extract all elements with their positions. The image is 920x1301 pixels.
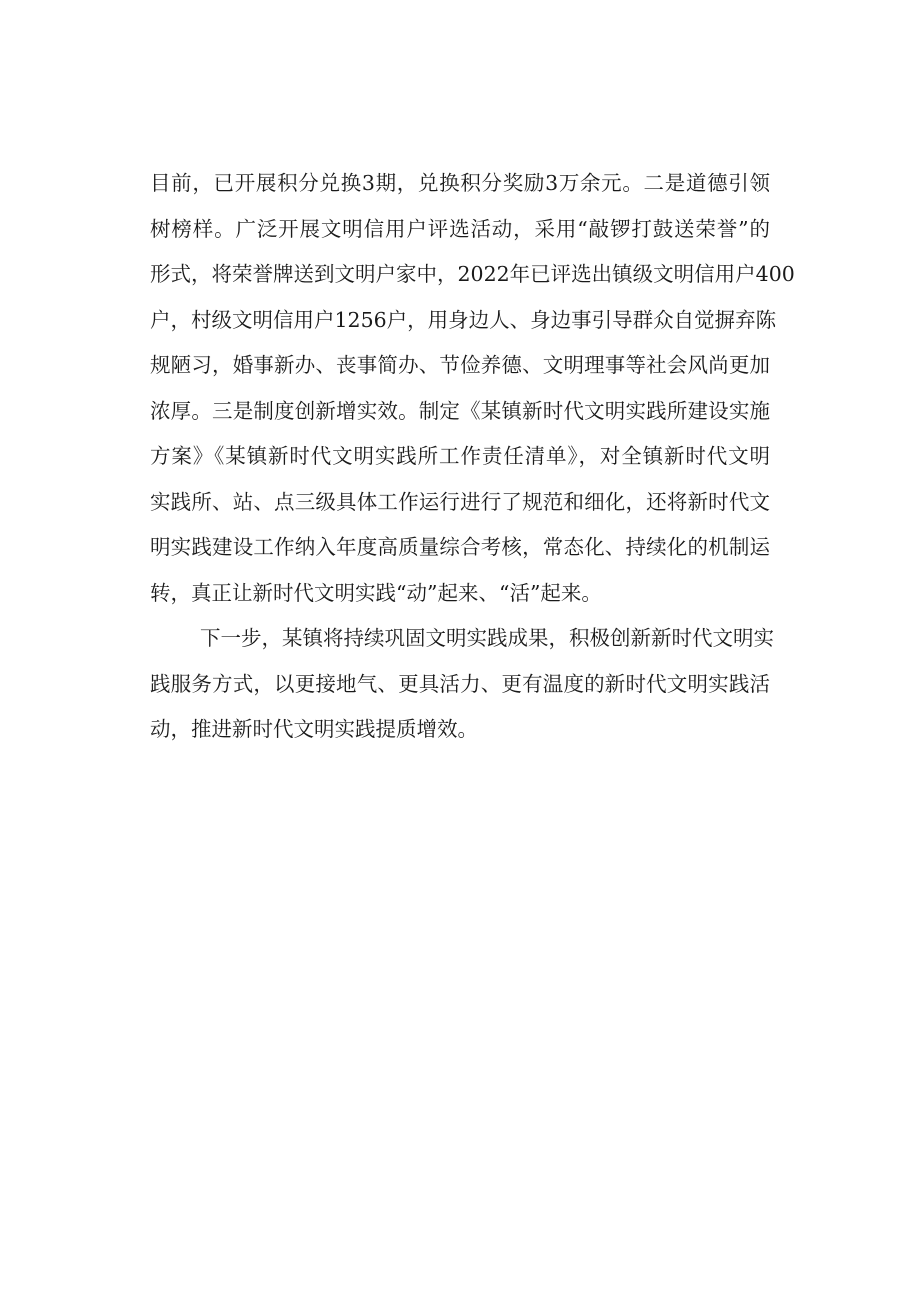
text-line: 转，真正让新时代文明实践“动”起来、“活”起来。 [150,580,602,605]
text-line: 目前，已开展积分兑换3期，兑换积分奖励3万余元。二是道德引领 [150,171,770,195]
text-line: 践服务方式，以更接地气、更具活力、更有温度的新时代文明实践活 [150,671,770,696]
document-body [150,161,795,753]
text-line: 明实践建设工作纳入年度高质量综合考核，常态化、持续化的机制运 [150,535,770,559]
paragraph-2 [150,616,774,753]
text-line: 浓厚。三是制度创新增实效。制定《某镇新时代文明实践所建设实施 [150,398,770,423]
text-line: 规陋习，婚事新办、丧事简办、节俭养德、文明理事等社会风尚更加 [150,353,770,377]
text-line: 动，推进新时代文明实践提质增效。 [150,717,478,741]
text-line: 下一步，某镇将持续巩固文明实践成果，积极创新新时代文明实 [200,626,774,650]
text-line: 户，村级文明信用户1256户，用身边人、身边事引导群众自觉摒弃陈 [150,307,777,332]
paragraph-1 [150,161,795,616]
text-line: 树榜样。广泛开展文明信用户评选活动，采用“敲锣打鼓送荣誉”的 [150,216,770,241]
text-line: 实践所、站、点三级具体工作运行进行了规范和细化，还将新时代文 [150,489,770,514]
text-line: 形式，将荣誉牌送到文明户家中，2022年已评选出镇级文明信用户400 [150,262,795,286]
text-line: 方案》《某镇新时代文明实践所工作责任清单》，对全镇新时代文明 [150,444,770,468]
